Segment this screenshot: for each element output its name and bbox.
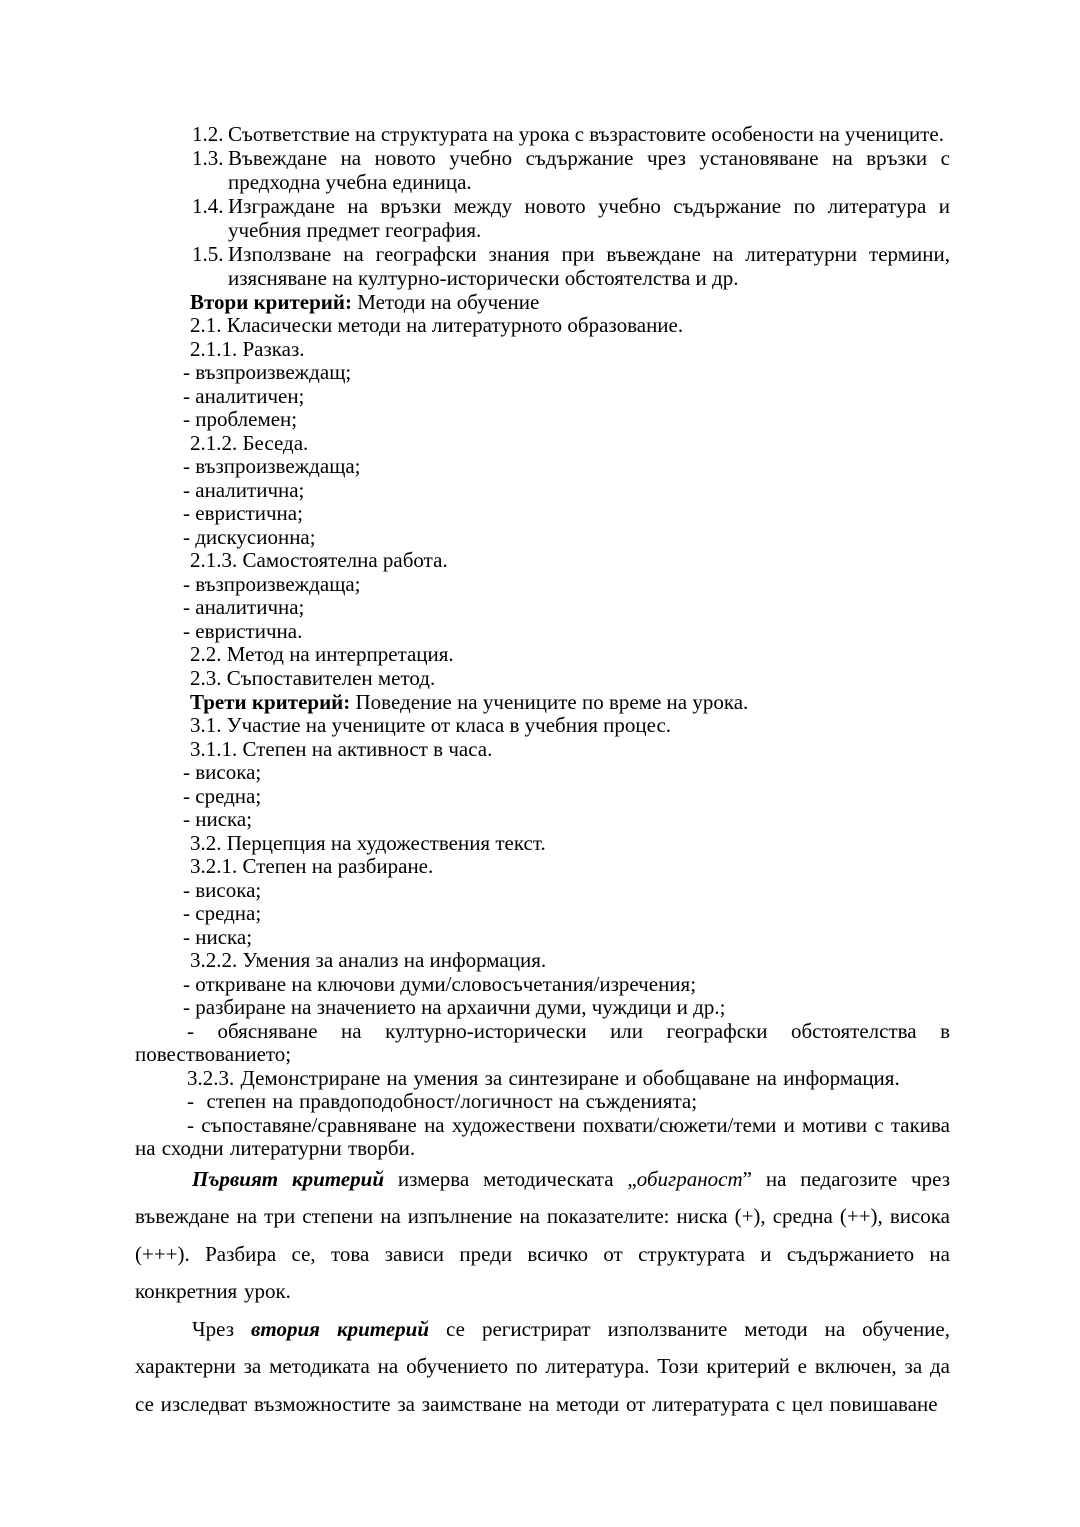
list-line: - възпроизвеждащ; xyxy=(183,360,352,384)
list-line: - аналитичен; xyxy=(183,383,305,408)
list-line: - евристична; xyxy=(183,501,303,525)
text-segment: ” на педагозите чрез въвеждане на три степени на изпълнение на показателите: ниска (+), средна (++), висока (+++). Разбира се, това зависи преди всичко от структурата и съдържанието на конкретния урок. xyxy=(135,1166,950,1303)
item-number: 1.4. xyxy=(192,194,224,218)
numbered-item xyxy=(192,242,950,290)
methods-list xyxy=(135,314,950,690)
text-segment: Първият критерий xyxy=(192,1166,385,1191)
hanging-numbered-list xyxy=(135,122,950,290)
list-line: 2.1.2. Беседа. xyxy=(190,430,309,455)
list-line: 2.1.3. Самостоятелна работа. xyxy=(190,548,448,572)
text-segment: измерва методическата „ xyxy=(384,1166,637,1191)
list-line: 2.3. Съпоставителен метод. xyxy=(190,665,436,690)
text-segment: обиграност xyxy=(636,1166,743,1191)
list-line: - откриване на ключови думи/словосъчетания/изречения; xyxy=(183,971,697,996)
list-line: - средна; xyxy=(183,783,262,808)
item-text: Съответствие на структурата на урока с възрастовите особености на учениците. xyxy=(228,122,944,146)
list-line: - висока; xyxy=(183,877,262,902)
list-line: - средна; xyxy=(183,901,262,925)
text-segment: се регистрират използваните методи на обучение, характерни за методиката на обучението по литература. Този критерий е включен, за да се изследват възможностите за заимстване на методи от литературата с цел повишаване xyxy=(135,1316,950,1416)
behavior-list xyxy=(135,714,950,1020)
heading-bold-label: Трети критерий: xyxy=(190,690,351,714)
list-line: 3.1.1. Степен на активност в часа. xyxy=(190,736,493,761)
list-line: 3.1. Участие на учениците от класа в учебния процес. xyxy=(190,713,672,737)
item-number: 1.2. xyxy=(192,122,224,146)
list-line: 3.2.1. Степен на разбиране. xyxy=(190,854,434,878)
justified-line-3-2-3: 3.2.3. Демонстриране на умения за синтезиране и обобщаване на информация. xyxy=(187,1065,900,1090)
numbered-item xyxy=(192,194,950,242)
list-line: - ниска; xyxy=(183,924,253,949)
list-line: - аналитична; xyxy=(183,595,305,619)
list-line: - висока; xyxy=(183,760,262,784)
body-paragraph xyxy=(135,1161,950,1311)
list-line: - разбиране на значението на архаични думи, чуждици и др.; xyxy=(183,995,726,1019)
list-line: - ниска; xyxy=(183,807,253,831)
list-line: - евристична. xyxy=(183,618,303,643)
text-segment: втория критерий xyxy=(251,1316,430,1341)
heading-bold-label: Втори критерий: xyxy=(190,290,352,314)
body-paragraphs xyxy=(135,1161,950,1424)
list-line: - проблемен; xyxy=(183,407,298,431)
list-line: 3.2.2. Умения за анализ на информация. xyxy=(190,948,547,972)
item-text: Изграждане на връзки между новото учебно съдържание по литература и учебния предмет география. xyxy=(228,194,950,242)
heading-rest-text: Методи на обучение xyxy=(351,290,540,314)
numbered-item xyxy=(192,122,950,146)
second-criterion-heading xyxy=(190,290,950,314)
body-paragraph xyxy=(135,1311,950,1424)
justified-line-explain-culture: - обясняване на културно-исторически или географски обстоятелства в повествованието; xyxy=(135,1018,950,1066)
list-line: 3.2. Перцепция на художествения текст. xyxy=(190,830,546,855)
list-line: 2.1. Класически методи на литературното образование. xyxy=(190,313,684,337)
list-line: - възпроизвеждаща; xyxy=(183,454,361,478)
list-line: - дискусионна; xyxy=(183,524,316,549)
item-text: Използване на географски знания при въвеждане на литературни термини, изясняване на културно-исторически обстоятелства и др. xyxy=(228,242,950,290)
document-content xyxy=(135,122,950,1423)
third-criterion-heading xyxy=(190,690,950,714)
list-line: - аналитична; xyxy=(183,477,305,502)
list-line: 2.1.1. Разказ. xyxy=(190,336,305,361)
justified-line-plausibility: - степен на правдоподобност/логичност на съжденията; xyxy=(187,1089,698,1113)
justified-line-comparison: - съпоставяне/сравняване на художествени похвати/сюжети/теми и мотиви с такива на сходни литературни творби. xyxy=(135,1112,950,1160)
item-number: 1.5. xyxy=(192,242,224,266)
heading-rest-text: Поведение на учениците по време на урока. xyxy=(350,690,749,714)
numbered-item xyxy=(192,146,950,194)
list-line: 2.2. Метод на интерпретация. xyxy=(190,642,454,666)
text-segment: Чрез xyxy=(192,1316,252,1341)
item-text: Въвеждане на новото учебно съдържание чрез установяване на връзки с предходна учебна единица. xyxy=(228,146,950,194)
list-line: - възпроизвеждаща; xyxy=(183,571,361,596)
item-number: 1.3. xyxy=(192,146,224,170)
